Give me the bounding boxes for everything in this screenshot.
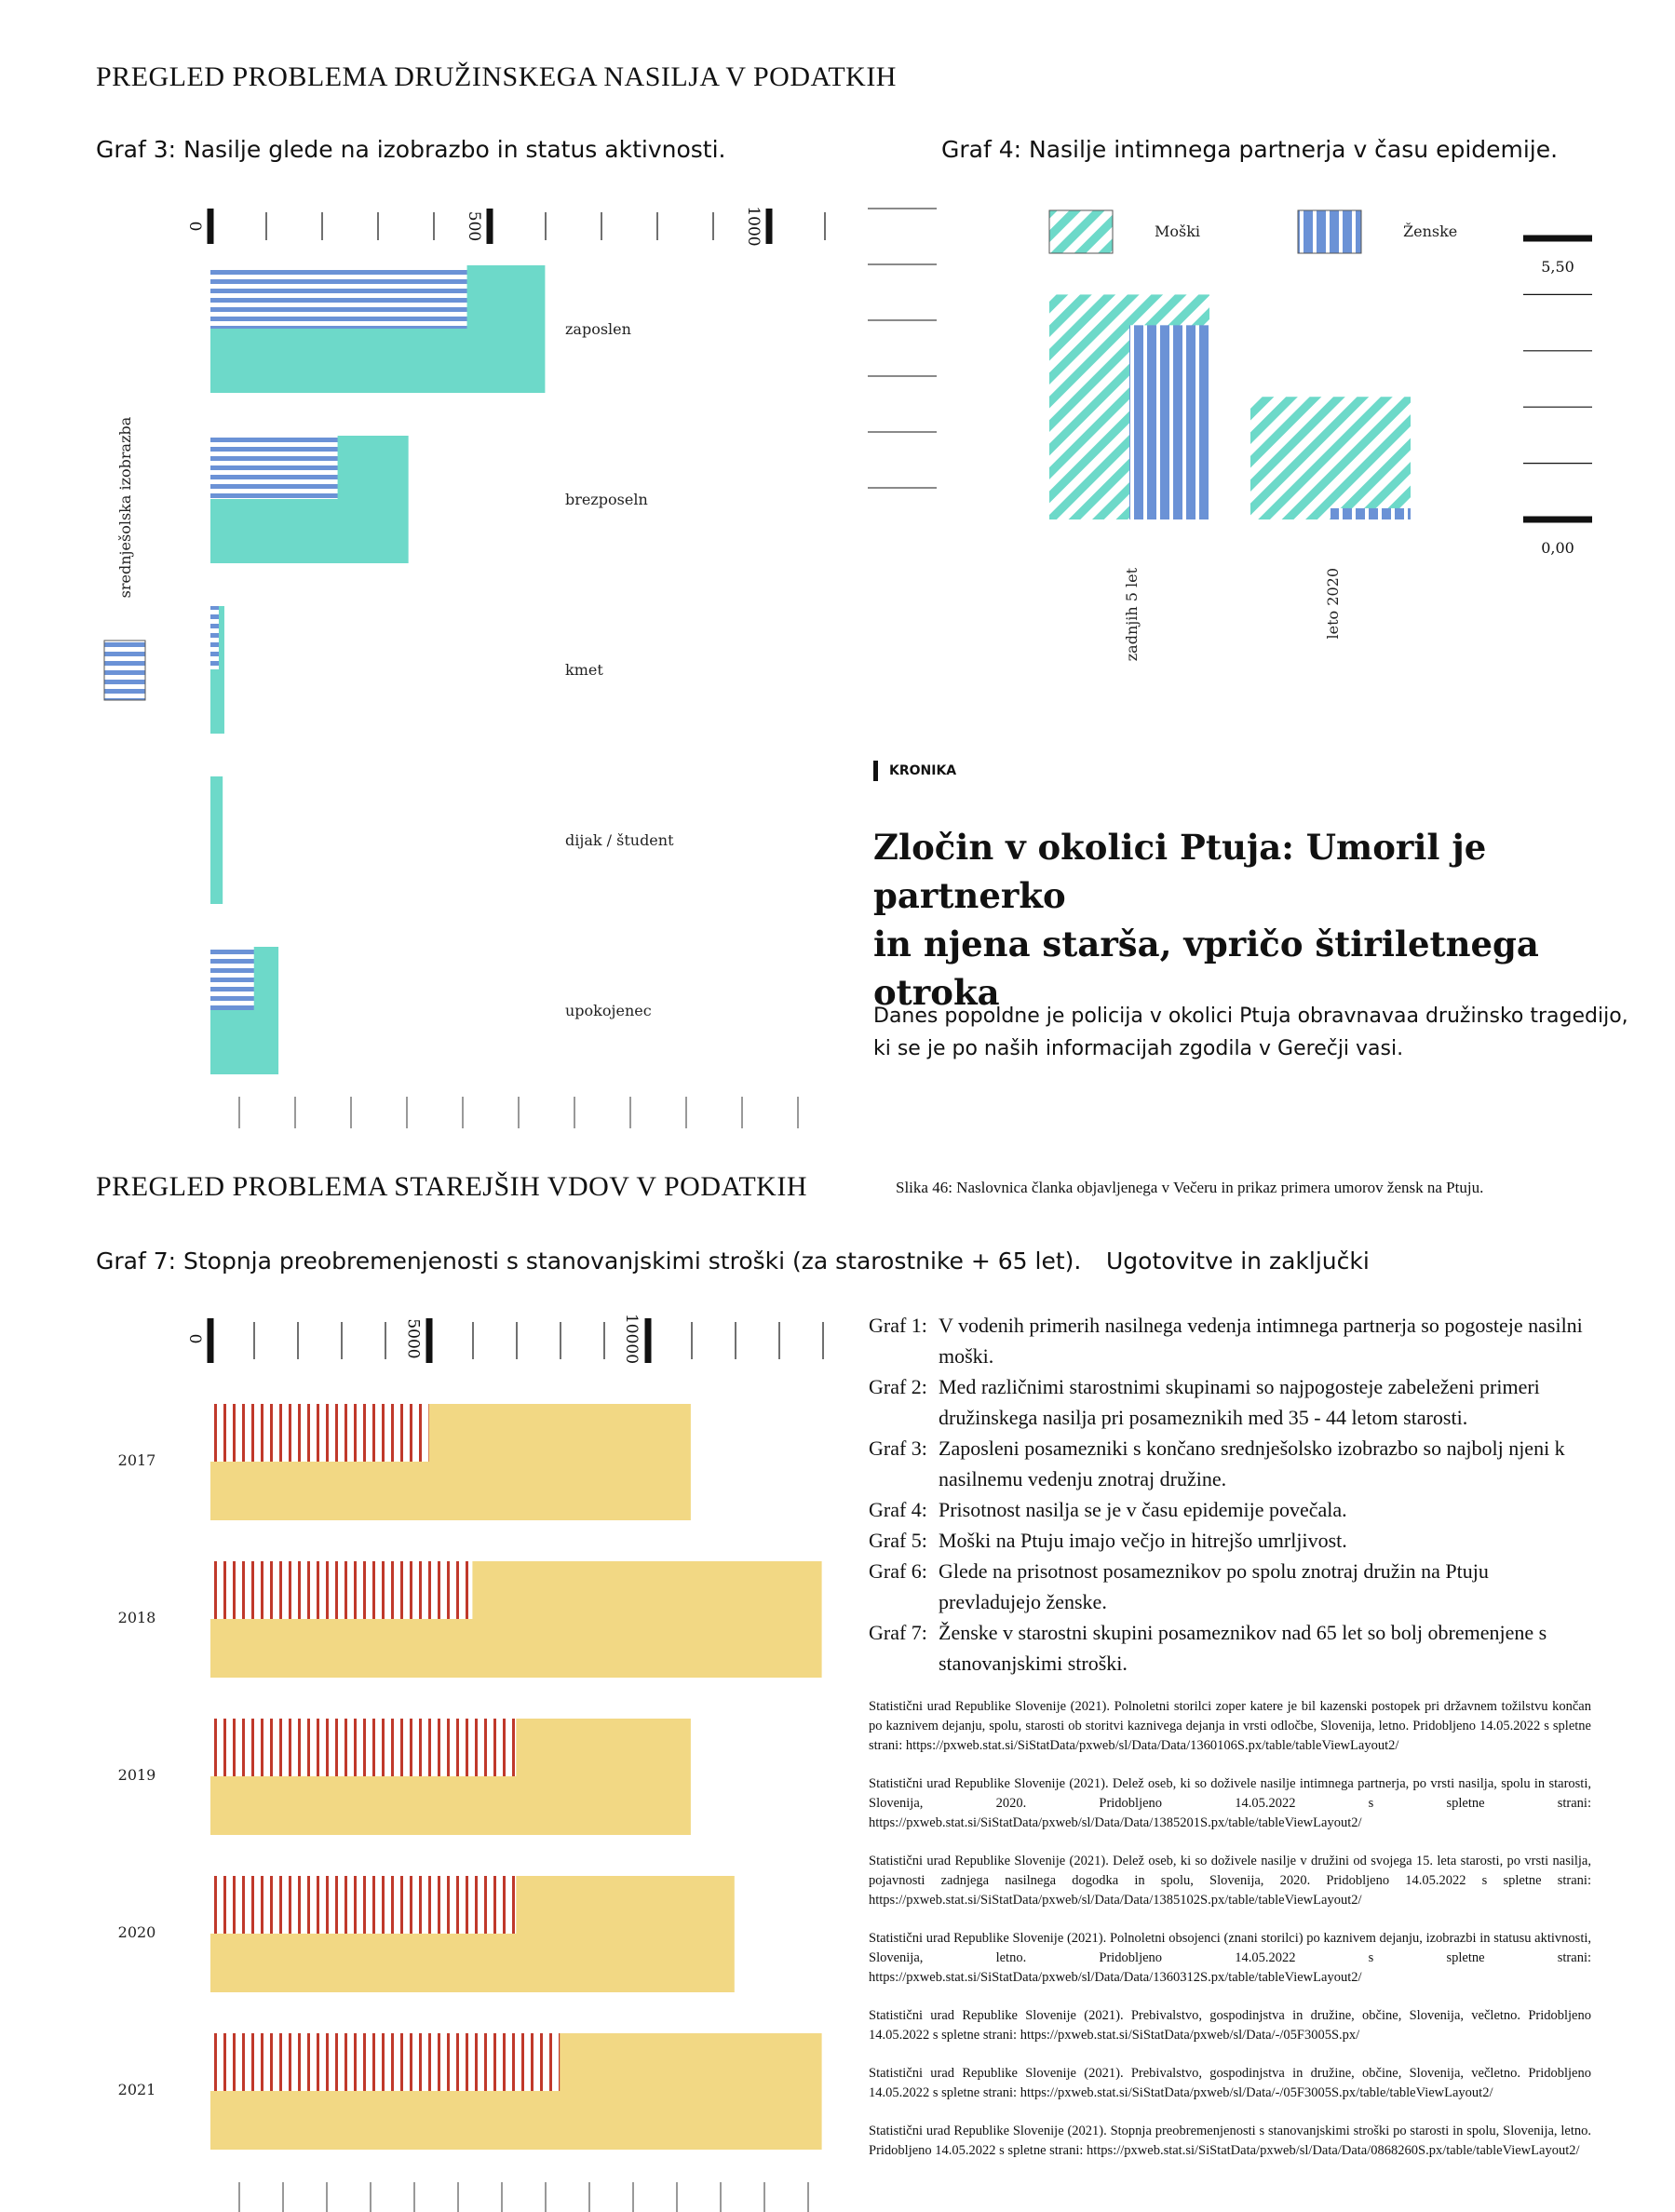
- graf3-tick-label: 1000: [744, 206, 763, 247]
- lead-line-2: ki se je po naših informacijah zgodila v Gerečji vasi.: [873, 1037, 1404, 1060]
- reference-item: Statistični urad Republike Slovenije (2021). Delež oseb, ki so doživele nasilje intimnega partnerja, po vrsti nasilja, spolu in starosti, Slovenija, 2020. Pridobljeno 14.05.2022 s spletne strani: https://pxweb.stat.si/SiStatData/pxweb/sl/Data/Data/1385201S.px/table/tableViewLayout2/: [869, 1776, 1591, 1830]
- conclusion-label: Graf 5:: [869, 1529, 927, 1552]
- graf7-category-label: 2021: [117, 2081, 156, 2098]
- conclusion-text: Med različnimi starostnimi skupinami so najpogosteje zabeleženi primeri družinskega nasilja pri posameznikih med 35 - 44 letom starosti.: [939, 1375, 1540, 1429]
- graf7-bar-striped: [210, 1876, 516, 1934]
- conclusion-text: Prisotnost nasilja se je v času epidemije povečala.: [939, 1498, 1347, 1521]
- conclusion-label: Graf 2:: [869, 1375, 927, 1398]
- graf3-category-label: dijak / študent: [565, 831, 674, 849]
- graf7-category-label: 2017: [117, 1451, 156, 1469]
- conclusion-item: [869, 1556, 1595, 1617]
- graf4-category-label: leto 2020: [1324, 568, 1342, 640]
- section2-title: PREGLED PROBLEMA STAREJŠIH VDOV V PODATKIH: [96, 1171, 807, 1202]
- lead-line-1: Danes popoldne je policija v okolici Ptuja obravnavaa družinsko tragedijo,: [873, 1005, 1628, 1028]
- article-lead: [873, 1000, 1628, 1065]
- graf4-bar-zenske: [1129, 325, 1209, 519]
- graf3-category-label: brezposeln: [565, 491, 648, 508]
- graf7-bar-striped: [210, 2033, 560, 2091]
- graf7-tick-label: 5000: [403, 1318, 423, 1359]
- graf4-legend-swatch-zenske: [1298, 210, 1361, 253]
- references-list: [869, 1697, 1591, 2179]
- conclusion-text: V vodenih primerih nasilnega vedenja intimnega partnerja so pogosteje nasilni moški.: [939, 1314, 1583, 1368]
- conclusion-label: Graf 6:: [869, 1559, 927, 1583]
- graf4-legend-label-moski: Moški: [1155, 223, 1201, 240]
- conclusion-label: Graf 1:: [869, 1314, 927, 1337]
- conclusion-text: Moški na Ptuju imajo večjo in hitrejšo umrljivost.: [939, 1529, 1347, 1552]
- graf3-category-label: kmet: [565, 661, 603, 679]
- graf3-tick-label: 0: [185, 221, 204, 232]
- conclusions-title: Ugotovitve in zaključki: [1106, 1248, 1370, 1275]
- conclusion-item: [869, 1494, 1595, 1525]
- conclusion-item: [869, 1310, 1595, 1371]
- conclusion-item: [869, 1617, 1595, 1679]
- figure-caption: Slika 46: Naslovnica članka objavljenega v Večeru in prikaz primera umorov žensk na Ptuju.: [896, 1179, 1484, 1196]
- conclusion-text: Ženske v starostni skupini posameznikov nad 65 let so bolj obremenjene s stanovanjskimi stroški.: [939, 1621, 1547, 1675]
- reference-item: Statistični urad Republike Slovenije (2021). Polnoletni storilci zoper katere je bil kazenski postopek pri državnem tožilstvu končan po kaznivem dejanju, spolu, starosti ob storitvi kaznivega dejanja in vrsti odločbe, Slovenija, letno. Pridobljeno 14.05.2022 s spletne strani: https://pxweb.stat.si/SiStatData/pxweb/sl/Data/Data/1360106S.px/table/tableViewLayout2/: [869, 1699, 1591, 1753]
- graf4-bar-zenske: [1331, 508, 1411, 519]
- graf3-category-label: zaposlen: [565, 320, 631, 338]
- headline-line-1: Zločin v okolici Ptuja: Umoril je partnerko: [873, 827, 1487, 916]
- graf7-bar-striped: [210, 1719, 516, 1776]
- conclusion-item: [869, 1371, 1595, 1433]
- headline-line-2: in njena starša, vpričo štiriletnega otroka: [873, 924, 1539, 1013]
- graf3-tick-label: 500: [465, 210, 483, 242]
- conclusion-item: [869, 1433, 1595, 1494]
- reference-item: Statistični urad Republike Slovenije (2021). Stopnja preobremenjenosti s stanovanjskimi stroški po starosti in spolu, Slovenija, letno. Pridobljeno 14.05.2022 s spletne strani: https://pxweb.stat.si/SiStatData/pxweb/sl/Data/Data/0868260S.px/table/tableViewLayout2/: [869, 2124, 1591, 2158]
- reference-item: Statistični urad Republike Slovenije (2021). Prebivalstvo, gospodinjstva in družine, občine, Slovenija, večletno. Pridobljeno 14.05.2022 s spletne strani: https://pxweb.stat.si/SiStatData/pxweb/sl/Data/-/05F3005S.px/: [869, 2008, 1591, 2043]
- conclusion-label: Graf 4:: [869, 1498, 927, 1521]
- graf7-category-label: 2018: [117, 1609, 156, 1626]
- conclusion-text: Zaposleni posamezniki s končano srednješolsko izobrazbo so najbolj njeni k nasilnemu vedenju znotraj družine.: [939, 1436, 1565, 1490]
- graf4-tick-label: 0,00: [1541, 539, 1574, 557]
- conclusion-label: Graf 3:: [869, 1436, 927, 1460]
- graf4-title: Graf 4: Nasilje intimnega partnerja v času epidemije.: [941, 136, 1559, 163]
- graf7-category-label: 2019: [117, 1766, 156, 1784]
- graf3-category-label: upokojenec: [565, 1002, 652, 1019]
- reference-item: Statistični urad Republike Slovenije (2021). Polnoletni obsojenci (znani storilci) po kaznivem dejanju, izobrazbi in statusu aktivnosti, Slovenija, letno. Pridobljeno 14.05.2022 s spletne strani: https://pxweb.stat.si/SiStatData/pxweb/sl/Data/Data/1360312S.px/table/tableViewLayout2/: [869, 1931, 1591, 1985]
- graf7-title: Graf 7: Stopnja preobremenjenosti s stanovanjskimi stroški (za starostnike + 65 let).: [96, 1248, 1082, 1275]
- graf4-category-label: zadnjih 5 let: [1123, 568, 1141, 662]
- article-category: KRONIKA: [889, 763, 957, 778]
- section1-title: PREGLED PROBLEMA DRUŽINSKEGA NASILJA V PODATKIH: [96, 61, 897, 92]
- graf4-tick-label: 5,50: [1541, 258, 1574, 276]
- reference-item: Statistični urad Republike Slovenije (2021). Delež oseb, ki so doživele nasilje v družini od svojega 15. leta starosti, po vrsti nasilja, pojavnosti zadnjega nasilnega dogodka in spolu, Slovenija, 2020. Pridobljeno 14.05.2022 s spletne strani: https://pxweb.stat.si/SiStatData/pxweb/sl/Data/Data/1385102S.px/table/tableViewLayout2/: [869, 1854, 1591, 1908]
- graf7-category-label: 2020: [117, 1923, 156, 1941]
- graf4-legend-label-zenske: Ženske: [1403, 223, 1458, 240]
- graf4-legend-swatch-moski: [1049, 210, 1113, 253]
- graf4-bar-moski: [1250, 397, 1411, 519]
- graf7-tick-label: 10000: [622, 1313, 641, 1365]
- graf7-tick-label: 0: [185, 1333, 204, 1344]
- graf7-bar-striped: [210, 1561, 472, 1619]
- graf7-bar-striped: [210, 1404, 429, 1462]
- graf3-title: Graf 3: Nasilje glede na izobrazbo in status aktivnosti.: [96, 136, 726, 163]
- conclusion-item: [869, 1525, 1595, 1556]
- article-headline[interactable]: [873, 823, 1675, 1017]
- conclusions-list: [869, 1310, 1595, 1679]
- graf3-legend-label: srednješolska izobrazba: [116, 416, 134, 599]
- conclusion-label: Graf 7:: [869, 1621, 927, 1644]
- conclusion-text: Glede na prisotnost posameznikov po spolu znotraj družin na Ptuju prevladujejo ženske.: [939, 1559, 1489, 1613]
- reference-item: Statistični urad Republike Slovenije (2021). Prebivalstvo, gospodinjstva in družine, občine, Slovenija, večletno. Pridobljeno 14.05.2022 s spletne strani: https://pxweb.stat.si/SiStatData/pxweb/sl/Data/-/05F3005S.px/table/tableViewLayout2/: [869, 2066, 1591, 2100]
